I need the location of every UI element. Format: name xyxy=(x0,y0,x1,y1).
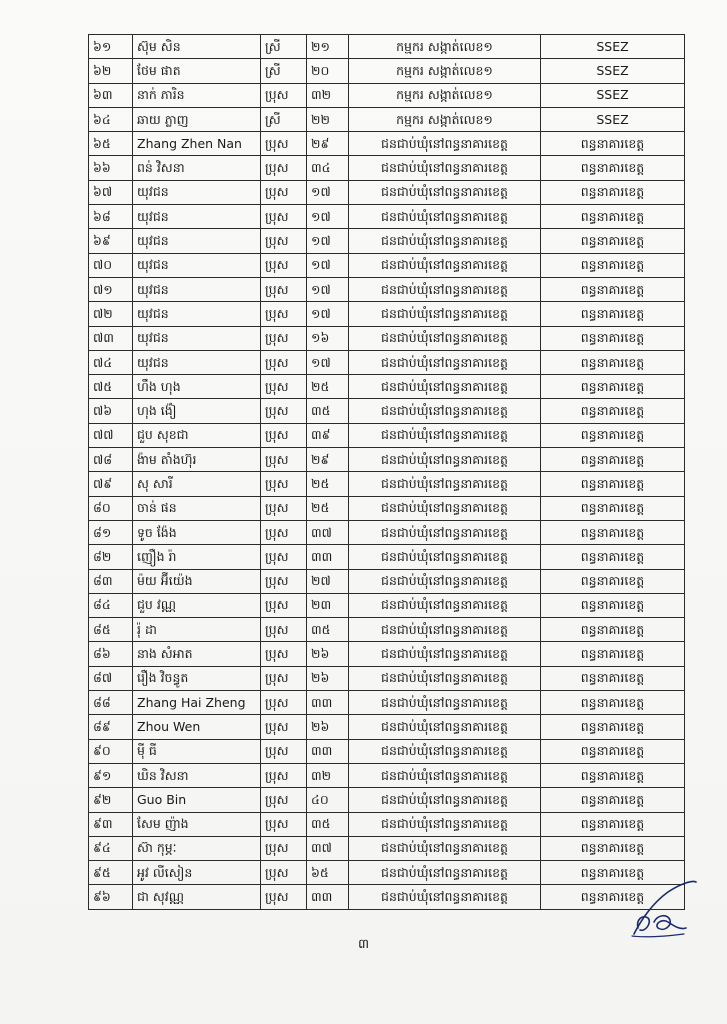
name-cell: ឃិន វិសនា xyxy=(133,763,261,787)
status-cell: ជនជាប់ឃុំនៅពន្ធនាគារខេត្ត xyxy=(349,229,541,253)
age-cell: ៣៥ xyxy=(307,812,349,836)
name-cell: ញឿង រ៉ា xyxy=(133,545,261,569)
sex-cell: ប្រុស xyxy=(261,715,307,739)
name-cell: រឿង វិចន្ធូត xyxy=(133,666,261,690)
age-cell: ១៧ xyxy=(307,229,349,253)
name-cell: យុវជន xyxy=(133,277,261,301)
table-row xyxy=(89,715,685,739)
row-number-cell: ៩៤ xyxy=(89,836,133,860)
table-row xyxy=(89,399,685,423)
name-cell: ជួប វណ្ណ xyxy=(133,593,261,617)
status-cell: ជនជាប់ឃុំនៅពន្ធនាគារខេត្ត xyxy=(349,642,541,666)
status-cell: ជនជាប់ឃុំនៅពន្ធនាគារខេត្ត xyxy=(349,448,541,472)
location-cell: ពន្ធនាគារខេត្ត xyxy=(541,593,685,617)
status-cell: ជនជាប់ឃុំនៅពន្ធនាគារខេត្ត xyxy=(349,253,541,277)
row-number-cell: ៧២ xyxy=(89,302,133,326)
table-row xyxy=(89,569,685,593)
table-row xyxy=(89,326,685,350)
age-cell: ២១ xyxy=(307,35,349,59)
sex-cell: ប្រុស xyxy=(261,496,307,520)
location-cell: ពន្ធនាគារខេត្ត xyxy=(541,520,685,544)
sex-cell: ប្រុស xyxy=(261,277,307,301)
location-cell: SSEZ xyxy=(541,59,685,83)
table-row xyxy=(89,836,685,860)
row-number-cell: ៨៩ xyxy=(89,715,133,739)
status-cell: ជនជាប់ឃុំនៅពន្ធនាគារខេត្ត xyxy=(349,836,541,860)
name-cell: ហុង ង៉ៀ xyxy=(133,399,261,423)
name-cell: Zhou Wen xyxy=(133,715,261,739)
location-cell: ពន្ធនាគារខេត្ត xyxy=(541,715,685,739)
table-row xyxy=(89,788,685,812)
location-cell: ពន្ធនាគារខេត្ត xyxy=(541,739,685,763)
roster-table xyxy=(88,34,685,910)
table-row xyxy=(89,350,685,374)
row-number-cell: ៧៩ xyxy=(89,472,133,496)
age-cell: ៣៩ xyxy=(307,423,349,447)
status-cell: ជនជាប់ឃុំនៅពន្ធនាគារខេត្ត xyxy=(349,715,541,739)
status-cell: ជនជាប់ឃុំនៅពន្ធនាគារខេត្ត xyxy=(349,423,541,447)
table-row xyxy=(89,642,685,666)
name-cell: ជា សុវណ្ណ xyxy=(133,885,261,909)
status-cell: ជនជាប់ឃុំនៅពន្ធនាគារខេត្ត xyxy=(349,885,541,909)
location-cell: ពន្ធនាគារខេត្ត xyxy=(541,642,685,666)
row-number-cell: ៨៨ xyxy=(89,691,133,715)
sex-cell: ប្រុស xyxy=(261,812,307,836)
age-cell: ៣៣ xyxy=(307,691,349,715)
table-row xyxy=(89,861,685,885)
row-number-cell: ៧៦ xyxy=(89,399,133,423)
row-number-cell: ៦៩ xyxy=(89,229,133,253)
sex-cell: ប្រុស xyxy=(261,618,307,642)
name-cell: ពន់ វិសនា xyxy=(133,156,261,180)
row-number-cell: ៧៤ xyxy=(89,350,133,374)
sex-cell: ប្រុស xyxy=(261,423,307,447)
sex-cell: ប្រុស xyxy=(261,229,307,253)
sex-cell: ស្រី xyxy=(261,59,307,83)
location-cell: ពន្ធនាគារខេត្ត xyxy=(541,788,685,812)
row-number-cell: ៩៥ xyxy=(89,861,133,885)
row-number-cell: ៦១ xyxy=(89,35,133,59)
status-cell: ជនជាប់ឃុំនៅពន្ធនាគារខេត្ត xyxy=(349,666,541,690)
age-cell: ២៦ xyxy=(307,642,349,666)
table-row xyxy=(89,812,685,836)
age-cell: ២៥ xyxy=(307,375,349,399)
table-row xyxy=(89,739,685,763)
sex-cell: ប្រុស xyxy=(261,569,307,593)
row-number-cell: ៩៦ xyxy=(89,885,133,909)
age-cell: ៦៥ xyxy=(307,861,349,885)
sex-cell: ប្រុស xyxy=(261,180,307,204)
status-cell: កម្មករ សង្កាត់លេខ១ xyxy=(349,35,541,59)
location-cell: ពន្ធនាគារខេត្ត xyxy=(541,618,685,642)
age-cell: ២៥ xyxy=(307,472,349,496)
name-cell: យុវជន xyxy=(133,229,261,253)
status-cell: ជនជាប់ឃុំនៅពន្ធនាគារខេត្ត xyxy=(349,593,541,617)
sex-cell: ប្រុស xyxy=(261,132,307,156)
table-row xyxy=(89,253,685,277)
age-cell: ១៦ xyxy=(307,326,349,350)
location-cell: SSEZ xyxy=(541,107,685,131)
name-cell: ម៉ី ធី xyxy=(133,739,261,763)
location-cell: ពន្ធនាគារខេត្ត xyxy=(541,691,685,715)
table-row xyxy=(89,593,685,617)
page-number: ៣ xyxy=(357,937,370,952)
age-cell: ១៧ xyxy=(307,253,349,277)
row-number-cell: ៨៧ xyxy=(89,666,133,690)
name-cell: ឆាយ ភ្លាញ xyxy=(133,107,261,131)
status-cell: កម្មករ សង្កាត់លេខ១ xyxy=(349,83,541,107)
row-number-cell: ៨១ xyxy=(89,520,133,544)
age-cell: ៣៧ xyxy=(307,836,349,860)
row-number-cell: ៨០ xyxy=(89,496,133,520)
location-cell: ពន្ធនាគារខេត្ត xyxy=(541,763,685,787)
table-row xyxy=(89,472,685,496)
row-number-cell: ៨៣ xyxy=(89,569,133,593)
row-number-cell: ៨២ xyxy=(89,545,133,569)
sex-cell: ប្រុស xyxy=(261,836,307,860)
row-number-cell: ៦៥ xyxy=(89,132,133,156)
row-number-cell: ៦៨ xyxy=(89,205,133,229)
sex-cell: ប្រុស xyxy=(261,691,307,715)
location-cell: ពន្ធនាគារខេត្ត xyxy=(541,472,685,496)
status-cell: ជនជាប់ឃុំនៅពន្ធនាគារខេត្ត xyxy=(349,350,541,374)
location-cell: SSEZ xyxy=(541,83,685,107)
row-number-cell: ៧៨ xyxy=(89,448,133,472)
location-cell: SSEZ xyxy=(541,35,685,59)
table-row xyxy=(89,691,685,715)
table-row xyxy=(89,885,685,909)
age-cell: ២៩ xyxy=(307,132,349,156)
age-cell: ១៧ xyxy=(307,205,349,229)
sex-cell: ប្រុស xyxy=(261,861,307,885)
age-cell: ២២ xyxy=(307,107,349,131)
status-cell: ជនជាប់ឃុំនៅពន្ធនាគារខេត្ត xyxy=(349,739,541,763)
location-cell: ពន្ធនាគារខេត្ត xyxy=(541,836,685,860)
age-cell: ១៧ xyxy=(307,277,349,301)
age-cell: ២៧ xyxy=(307,569,349,593)
sex-cell: ប្រុស xyxy=(261,253,307,277)
location-cell: ពន្ធនាគារខេត្ត xyxy=(541,861,685,885)
status-cell: ជនជាប់ឃុំនៅពន្ធនាគារខេត្ត xyxy=(349,180,541,204)
sex-cell: ប្រុស xyxy=(261,83,307,107)
name-cell: សែម ញ៉ាង xyxy=(133,812,261,836)
sex-cell: ប្រុស xyxy=(261,739,307,763)
roster-table-body xyxy=(89,35,685,910)
table-row xyxy=(89,83,685,107)
status-cell: ជនជាប់ឃុំនៅពន្ធនាគារខេត្ត xyxy=(349,545,541,569)
age-cell: ២៣ xyxy=(307,593,349,617)
location-cell: ពន្ធនាគារខេត្ត xyxy=(541,326,685,350)
age-cell: ២០ xyxy=(307,59,349,83)
age-cell: ១៧ xyxy=(307,180,349,204)
name-cell: ជួប សុខជា xyxy=(133,423,261,447)
age-cell: ២៥ xyxy=(307,496,349,520)
status-cell: ជនជាប់ឃុំនៅពន្ធនាគារខេត្ត xyxy=(349,302,541,326)
age-cell: ២៦ xyxy=(307,666,349,690)
status-cell: កម្មករ សង្កាត់លេខ១ xyxy=(349,107,541,131)
table-row xyxy=(89,375,685,399)
sex-cell: ប្រុស xyxy=(261,326,307,350)
name-cell: យុវជន xyxy=(133,253,261,277)
status-cell: ជនជាប់ឃុំនៅពន្ធនាគារខេត្ត xyxy=(349,399,541,423)
table-row xyxy=(89,277,685,301)
location-cell: ពន្ធនាគារខេត្ត xyxy=(541,545,685,569)
table-row xyxy=(89,205,685,229)
age-cell: ២៩ xyxy=(307,448,349,472)
name-cell: ថែម ផាត xyxy=(133,59,261,83)
age-cell: ៣៧ xyxy=(307,520,349,544)
name-cell: ស៊ា កុម្ភៈ xyxy=(133,836,261,860)
row-number-cell: ៨៤ xyxy=(89,593,133,617)
status-cell: ជនជាប់ឃុំនៅពន្ធនាគារខេត្ត xyxy=(349,205,541,229)
table-row xyxy=(89,156,685,180)
age-cell: ៣២ xyxy=(307,83,349,107)
table-row xyxy=(89,618,685,642)
status-cell: ជនជាប់ឃុំនៅពន្ធនាគារខេត្ត xyxy=(349,472,541,496)
sex-cell: ស្រី xyxy=(261,107,307,131)
name-cell: Guo Bin xyxy=(133,788,261,812)
location-cell: ពន្ធនាគារខេត្ត xyxy=(541,666,685,690)
row-number-cell: ៧៧ xyxy=(89,423,133,447)
table-row xyxy=(89,666,685,690)
location-cell: ពន្ធនាគារខេត្ត xyxy=(541,253,685,277)
status-cell: ជនជាប់ឃុំនៅពន្ធនាគារខេត្ត xyxy=(349,569,541,593)
sex-cell: ប្រុស xyxy=(261,545,307,569)
row-number-cell: ៩៣ xyxy=(89,812,133,836)
age-cell: ៤០ xyxy=(307,788,349,812)
status-cell: កម្មករ សង្កាត់លេខ១ xyxy=(349,59,541,83)
sex-cell: ប្រុស xyxy=(261,763,307,787)
age-cell: ៣៥ xyxy=(307,399,349,423)
status-cell: ជនជាប់ឃុំនៅពន្ធនាគារខេត្ត xyxy=(349,618,541,642)
location-cell: ពន្ធនាគារខេត្ត xyxy=(541,812,685,836)
name-cell: Zhang Hai Zheng xyxy=(133,691,261,715)
status-cell: ជនជាប់ឃុំនៅពន្ធនាគារខេត្ត xyxy=(349,763,541,787)
name-cell: ចាន់ ផន xyxy=(133,496,261,520)
table-row xyxy=(89,35,685,59)
row-number-cell: ៨៥ xyxy=(89,618,133,642)
table-row xyxy=(89,107,685,131)
name-cell: សុ សារី xyxy=(133,472,261,496)
location-cell: ពន្ធនាគារខេត្ត xyxy=(541,496,685,520)
table-row xyxy=(89,132,685,156)
status-cell: ជនជាប់ឃុំនៅពន្ធនាគារខេត្ត xyxy=(349,132,541,156)
name-cell: ហឹង ហុង xyxy=(133,375,261,399)
age-cell: ៣៣ xyxy=(307,739,349,763)
table-row xyxy=(89,423,685,447)
age-cell: ៣៣ xyxy=(307,885,349,909)
status-cell: ជនជាប់ឃុំនៅពន្ធនាគារខេត្ត xyxy=(349,326,541,350)
name-cell: អូវ លីសៀន xyxy=(133,861,261,885)
location-cell: ពន្ធនាគារខេត្ត xyxy=(541,277,685,301)
status-cell: ជនជាប់ឃុំនៅពន្ធនាគារខេត្ត xyxy=(349,375,541,399)
row-number-cell: ៦៣ xyxy=(89,83,133,107)
row-number-cell: ៩០ xyxy=(89,739,133,763)
status-cell: ជនជាប់ឃុំនៅពន្ធនាគារខេត្ត xyxy=(349,788,541,812)
location-cell: ពន្ធនាគារខេត្ត xyxy=(541,569,685,593)
table-row xyxy=(89,520,685,544)
status-cell: ជនជាប់ឃុំនៅពន្ធនាគារខេត្ត xyxy=(349,496,541,520)
age-cell: ៣២ xyxy=(307,763,349,787)
name-cell: នាង សំអាត xyxy=(133,642,261,666)
sex-cell: ប្រុស xyxy=(261,156,307,180)
status-cell: ជនជាប់ឃុំនៅពន្ធនាគារខេត្ត xyxy=(349,156,541,180)
location-cell: ពន្ធនាគារខេត្ត xyxy=(541,205,685,229)
location-cell: ពន្ធនាគារខេត្ត xyxy=(541,399,685,423)
location-cell: ពន្ធនាគារខេត្ត xyxy=(541,448,685,472)
name-cell: ស៊ុម សិន xyxy=(133,35,261,59)
name-cell: ង៉ាម តាំងហ៊ុរ xyxy=(133,448,261,472)
sex-cell: ប្រុស xyxy=(261,350,307,374)
location-cell: ពន្ធនាគារខេត្ត xyxy=(541,375,685,399)
table-row xyxy=(89,229,685,253)
name-cell: យុវជន xyxy=(133,326,261,350)
table-row xyxy=(89,448,685,472)
row-number-cell: ៨៦ xyxy=(89,642,133,666)
sex-cell: ប្រុស xyxy=(261,399,307,423)
location-cell: ពន្ធនាគារខេត្ត xyxy=(541,132,685,156)
location-cell: ពន្ធនាគារខេត្ត xyxy=(541,180,685,204)
sex-cell: ប្រុស xyxy=(261,593,307,617)
sex-cell: ប្រុស xyxy=(261,302,307,326)
row-number-cell: ៦៧ xyxy=(89,180,133,204)
age-cell: ១៧ xyxy=(307,350,349,374)
status-cell: ជនជាប់ឃុំនៅពន្ធនាគារខេត្ត xyxy=(349,520,541,544)
sex-cell: ប្រុស xyxy=(261,448,307,472)
row-number-cell: ៧៣ xyxy=(89,326,133,350)
row-number-cell: ៧១ xyxy=(89,277,133,301)
sex-cell: ប្រុស xyxy=(261,885,307,909)
row-number-cell: ៩២ xyxy=(89,788,133,812)
age-cell: ៣៤ xyxy=(307,156,349,180)
status-cell: ជនជាប់ឃុំនៅពន្ធនាគារខេត្ត xyxy=(349,812,541,836)
sex-cell: ប្រុស xyxy=(261,788,307,812)
sex-cell: ប្រុស xyxy=(261,642,307,666)
location-cell: ពន្ធនាគារខេត្ត xyxy=(541,156,685,180)
name-cell: យុវជន xyxy=(133,302,261,326)
table-row xyxy=(89,180,685,204)
row-number-cell: ៧៥ xyxy=(89,375,133,399)
status-cell: ជនជាប់ឃុំនៅពន្ធនាគារខេត្ត xyxy=(349,277,541,301)
name-cell: រ៉ុ ដា xyxy=(133,618,261,642)
row-number-cell: ៦៤ xyxy=(89,107,133,131)
location-cell: ពន្ធនាគារខេត្ត xyxy=(541,350,685,374)
sex-cell: ប្រុស xyxy=(261,666,307,690)
age-cell: ៣៥ xyxy=(307,618,349,642)
sex-cell: ប្រុស xyxy=(261,205,307,229)
sex-cell: ស្រី xyxy=(261,35,307,59)
name-cell: យុវជន xyxy=(133,350,261,374)
location-cell: ពន្ធនាគារខេត្ត xyxy=(541,885,685,909)
handwritten-signature xyxy=(628,878,700,942)
table-row xyxy=(89,59,685,83)
table-row xyxy=(89,545,685,569)
sex-cell: ប្រុស xyxy=(261,520,307,544)
status-cell: ជនជាប់ឃុំនៅពន្ធនាគារខេត្ត xyxy=(349,691,541,715)
name-cell: យុវជន xyxy=(133,205,261,229)
sex-cell: ប្រុស xyxy=(261,375,307,399)
location-cell: ពន្ធនាគារខេត្ត xyxy=(541,229,685,253)
row-number-cell: ៩១ xyxy=(89,763,133,787)
name-cell: ម៉យ អ៊ីយ៉េង xyxy=(133,569,261,593)
location-cell: ពន្ធនាគារខេត្ត xyxy=(541,302,685,326)
table-row xyxy=(89,302,685,326)
row-number-cell: ៧០ xyxy=(89,253,133,277)
status-cell: ជនជាប់ឃុំនៅពន្ធនាគារខេត្ត xyxy=(349,861,541,885)
name-cell: Zhang Zhen Nan xyxy=(133,132,261,156)
location-cell: ពន្ធនាគារខេត្ត xyxy=(541,423,685,447)
age-cell: ១៧ xyxy=(307,302,349,326)
name-cell: ទូច ង៉ែង xyxy=(133,520,261,544)
age-cell: ៣៣ xyxy=(307,545,349,569)
table-row xyxy=(89,763,685,787)
age-cell: ២៦ xyxy=(307,715,349,739)
name-cell: នាក់ ភារិន xyxy=(133,83,261,107)
row-number-cell: ៦២ xyxy=(89,59,133,83)
row-number-cell: ៦៦ xyxy=(89,156,133,180)
sex-cell: ប្រុស xyxy=(261,472,307,496)
table-row xyxy=(89,496,685,520)
name-cell: យុវជន xyxy=(133,180,261,204)
